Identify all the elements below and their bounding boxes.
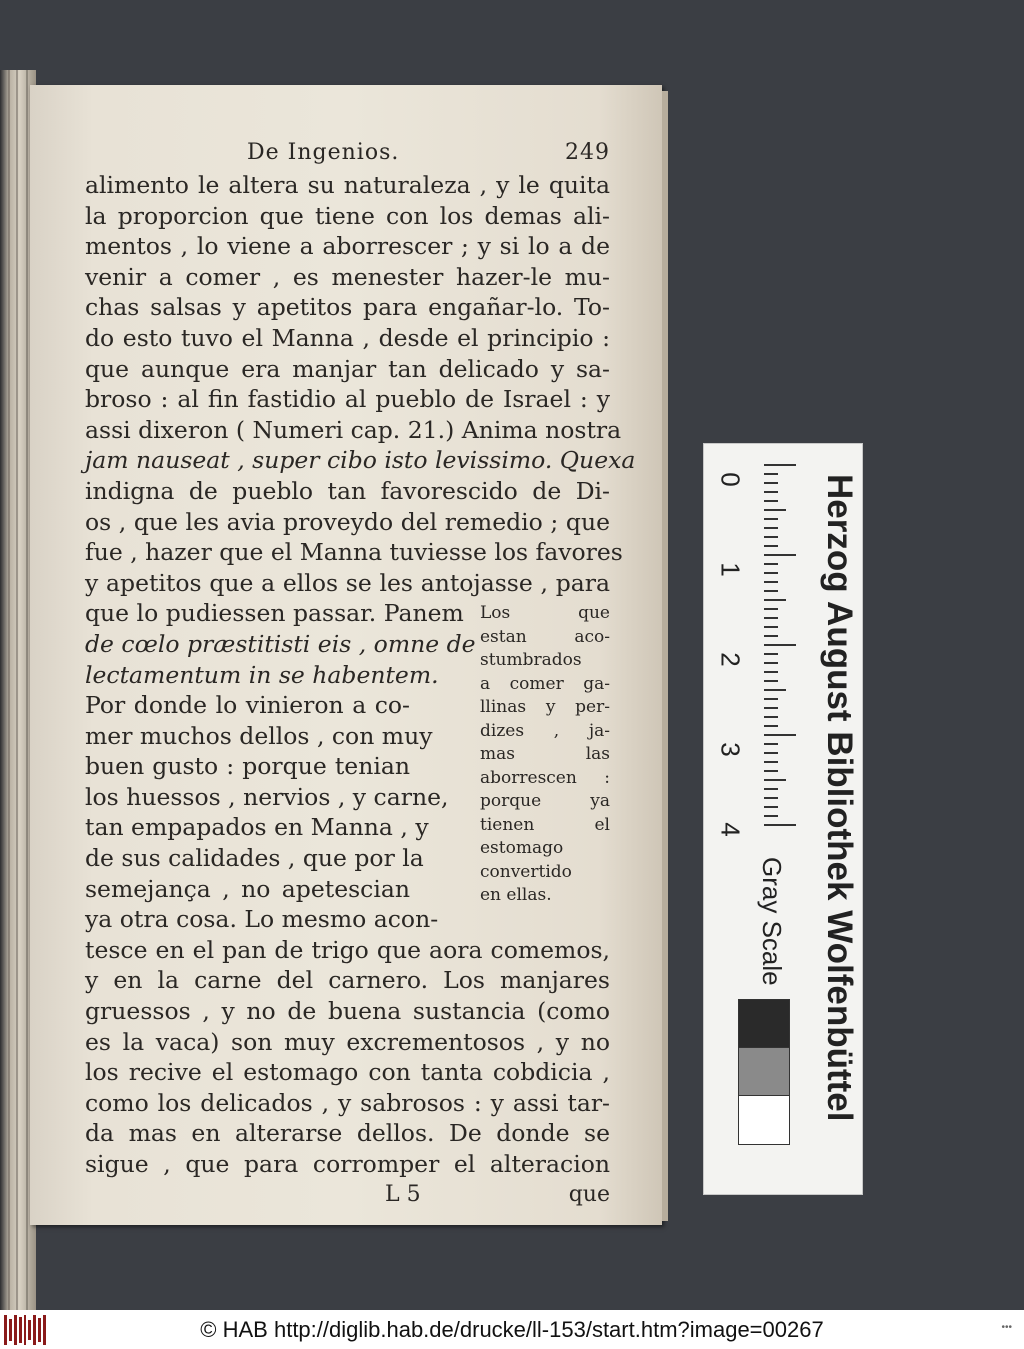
catchword: que bbox=[568, 1181, 610, 1207]
margin-note-line: stumbrados bbox=[480, 650, 582, 671]
text-line: como los delicados , y sabrosos : y assi tar- bbox=[85, 1088, 610, 1117]
gray-scale-label: Gray Scale bbox=[757, 857, 787, 986]
text-line: do esto tuvo el Manna , desde el principio : bbox=[85, 323, 610, 352]
page-number: 249 bbox=[565, 140, 610, 165]
text-line: la proporcion que tiene con los demas ali- bbox=[85, 201, 610, 230]
text-with-margin-note bbox=[85, 598, 610, 935]
footer-bar bbox=[0, 1310, 1024, 1349]
running-title: De Ingenios. bbox=[247, 140, 400, 165]
margin-note-line: aborrescen : bbox=[480, 767, 610, 788]
text-line: venir a comer , es menester hazer-le mu- bbox=[85, 262, 610, 291]
text-line: buen gusto : porque tenian bbox=[85, 752, 410, 781]
hab-logo-icon bbox=[4, 1315, 46, 1345]
text-line: broso : al fin fastidio al pueblo de Israel : y bbox=[85, 385, 610, 414]
text-middle bbox=[85, 598, 476, 935]
text-line: Por donde lo vinieron a co- bbox=[85, 691, 410, 720]
margin-note-line: en ellas. bbox=[480, 885, 552, 906]
margin-note-line: estan aco- bbox=[480, 626, 610, 647]
text-line: los recive el estomago con tanta cobdicia , bbox=[85, 1058, 610, 1087]
text-line: mer muchos dellos , con muy bbox=[85, 721, 433, 750]
book-page bbox=[30, 85, 662, 1225]
margin-note bbox=[480, 598, 610, 935]
signature-mark: L 5 bbox=[385, 1181, 421, 1207]
swatch-black bbox=[738, 999, 790, 1049]
margin-note-line: llinas y per- bbox=[480, 697, 610, 718]
text-line: que aunque era manjar tan delicado y sa- bbox=[85, 354, 610, 383]
text-line: jam nauseat , super cibo isto levissimo. Quexa bbox=[85, 446, 636, 475]
ruler-label-1: 1 bbox=[715, 562, 746, 577]
text-bottom bbox=[85, 935, 610, 1180]
ruler-label-4: 4 bbox=[715, 822, 746, 837]
margin-note-line: porque ya bbox=[480, 791, 610, 812]
text-line: fue , hazer que el Manna tuviesse los favores bbox=[85, 538, 623, 567]
copyright-url[interactable]: © HAB http://diglib.hab.de/drucke/ll-153/start.htm?image=00267 bbox=[200, 1316, 824, 1342]
text-line: os , que les avia proveydo del remedio ; que bbox=[85, 507, 610, 536]
text-line: da mas en alterarse dellos. De donde se bbox=[85, 1119, 610, 1148]
running-head bbox=[85, 140, 610, 170]
page-text bbox=[85, 140, 636, 1212]
text-line: es la vaca) son muy excrementosos , y no bbox=[85, 1027, 610, 1056]
text-line: semejança , no apetescian bbox=[85, 874, 410, 903]
text-line: ya otra cosa. Lo mesmo acon- bbox=[85, 905, 439, 934]
text-line: gruessos , y no de buena sustancia (como bbox=[85, 997, 610, 1026]
text-line: lectamentum in se habentem. bbox=[85, 660, 439, 689]
margin-note-line: convertido bbox=[480, 861, 572, 882]
text-line: alimento le altera su naturaleza , y le quita bbox=[85, 171, 610, 199]
menu-dots-icon[interactable]: ••• bbox=[1001, 1322, 1012, 1333]
text-line: de sus calidades , que por la bbox=[85, 844, 424, 873]
swatch-gray bbox=[738, 1047, 790, 1097]
ruler-label-0: 0 bbox=[715, 472, 746, 487]
page-edge bbox=[662, 91, 668, 1221]
page-footer-line bbox=[85, 1182, 610, 1212]
text-top bbox=[85, 170, 636, 598]
text-line: sigue , que para corromper el alteracion bbox=[85, 1150, 610, 1178]
margin-note-line: estomago bbox=[480, 838, 564, 859]
ruler bbox=[752, 464, 804, 844]
color-scale-card bbox=[703, 443, 863, 1195]
library-brand-label: Herzog August Bibliothek Wolfenbüttel bbox=[820, 474, 859, 1122]
text-line: y en la carne del carnero. Los manjares bbox=[85, 966, 610, 995]
text-line: assi dixeron ( Numeri cap. 21.) Anima nostra bbox=[85, 415, 622, 444]
text-line: tesce en el pan de trigo que aora comemos, bbox=[85, 935, 610, 964]
text-line: que lo pudiessen passar. Panem bbox=[85, 599, 464, 628]
margin-note-line: Los que bbox=[480, 603, 610, 624]
margin-note-line: tienen el bbox=[480, 814, 610, 835]
text-line: y apetitos que a ellos se les antojasse , para bbox=[85, 568, 610, 597]
text-line: de cœlo præstitisti eis , omne de bbox=[85, 629, 476, 658]
text-line: los huessos , nervios , y carne, bbox=[85, 782, 449, 811]
margin-note-line: a comer ga- bbox=[480, 673, 610, 694]
text-line: tan empapados en Manna , y bbox=[85, 813, 429, 842]
text-line: chas salsas y apetitos para engañar-lo. To- bbox=[85, 293, 610, 322]
ruler-label-2: 2 bbox=[715, 652, 746, 667]
margin-note-line: mas las bbox=[480, 744, 610, 765]
ruler-label-3: 3 bbox=[715, 742, 746, 757]
text-line: mentos , lo viene a aborrescer ; y si lo a de bbox=[85, 232, 610, 261]
margin-note-line: dizes , ja- bbox=[480, 720, 610, 741]
text-line: indigna de pueblo tan favorescido de Di- bbox=[85, 476, 610, 505]
swatch-white bbox=[738, 1095, 790, 1145]
